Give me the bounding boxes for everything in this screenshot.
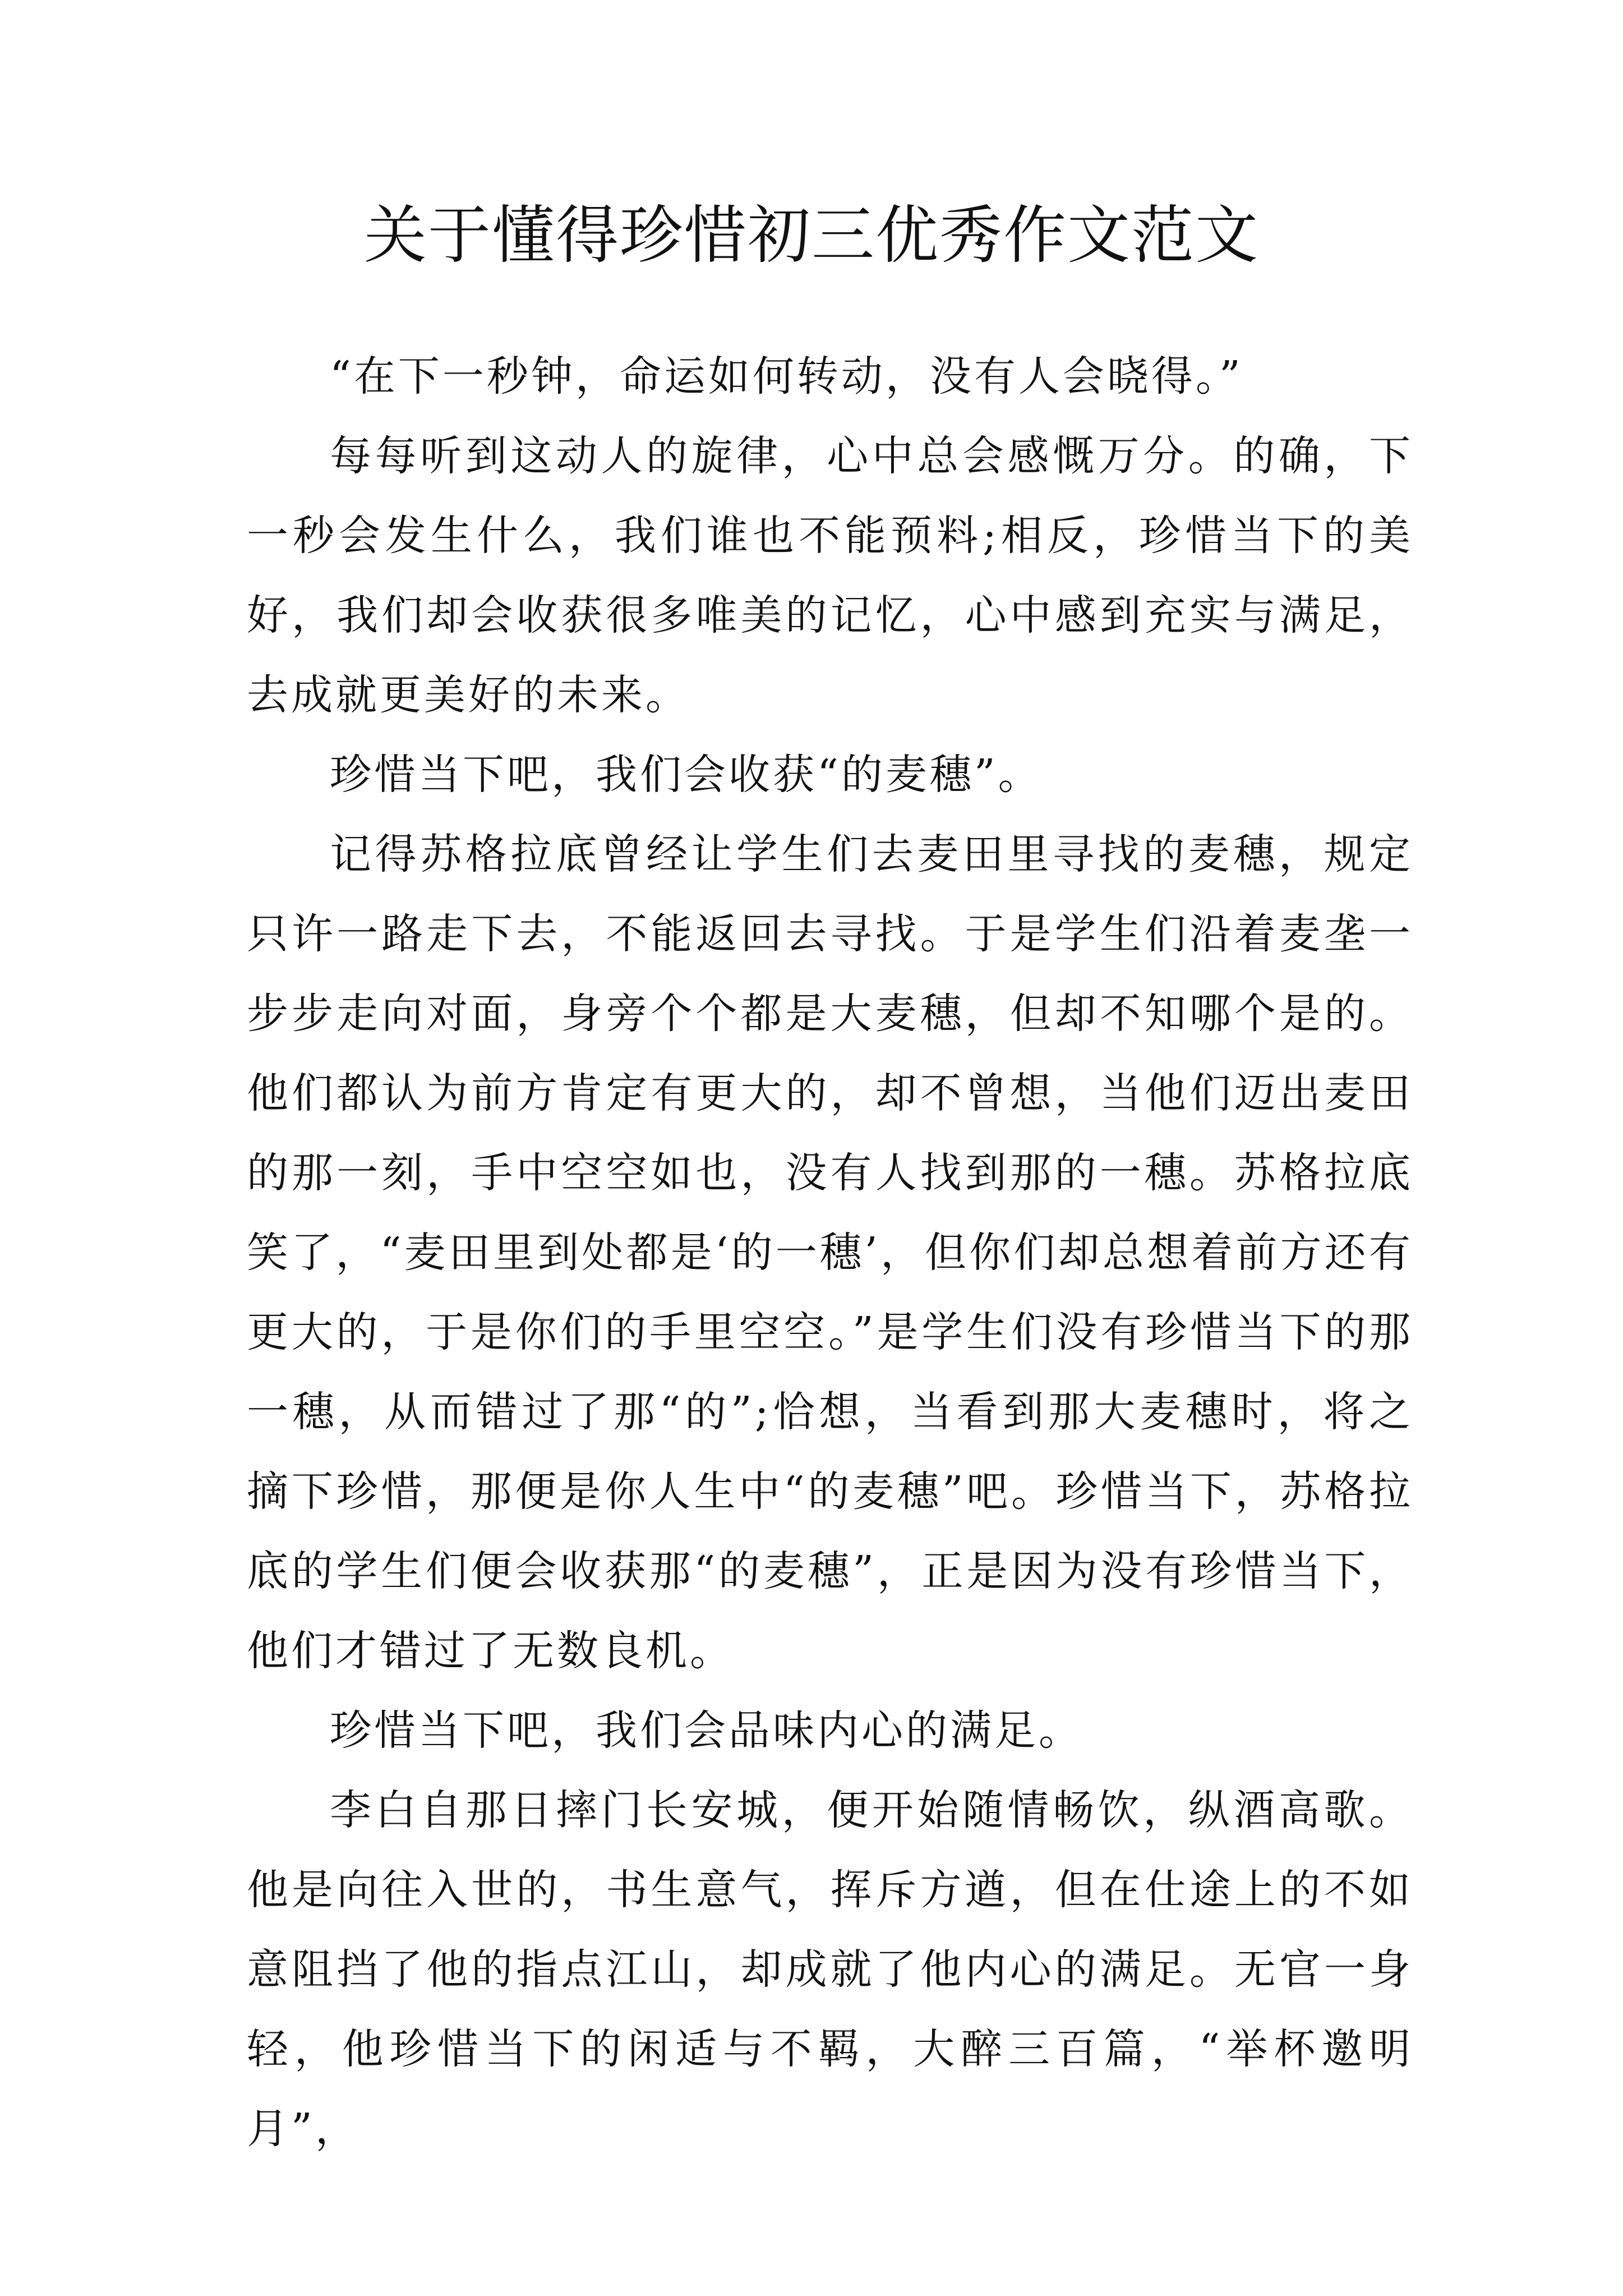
paragraph-3: 珍惜当下吧，我们会收获“的麦穗”。: [330, 751, 1043, 799]
paragraph-5: 珍惜当下吧，我们会品味内心的满足。: [330, 1706, 1083, 1755]
document-body: [247, 337, 1413, 2169]
paragraph-1: “在下一秒钟，命运如何转动，没有人会晓得。”: [330, 352, 1243, 401]
paragraph-2: 每每听到这动人的旋律，心中总会感慨万分。的确，下一秒会发生什么，我们谁也不能预料;相反，珍惜当下的美好，我们却会收获很多唯美的记忆，心中感到充实与满足，去成就更美好的未来。: [247, 432, 1413, 719]
paragraph-4: 记得苏格拉底曾经让学生们去麦田里寻找的麦穗，规定只许一路走下去，不能返回去寻找。于是学生们沿着麦垄一步步走向对面，身旁个个都是大麦穗，但却不知哪个是的。他们都认为前方肯定有更大的，却不曾想，当他们迈出麦田的那一刻，手中空空如也，没有人找到那的一穗。苏格拉底笑了，“麦田里到处都是‘的一穗’，但你们却总想着前方还有更大的，于是你们的手里空空。”是学生们没有珍惜当下的那一穗，从而错过了那“的”;恰想，当看到那大麦穗时，将之摘下珍惜，那便是你人生中“的麦穗”吧。珍惜当下，苏格拉底的学生们便会收获那“的麦穗”，正是因为没有珍惜当下，他们才错过了无数良机。: [247, 830, 1413, 1675]
paragraph-6: 李白自那日摔门长安城，便开始随情畅饮，纵酒高歌。他是向往入世的，书生意气，挥斥方遒，但在仕途上的不如意阻挡了他的指点江山，却成就了他内心的满足。无官一身轻，他珍惜当下的闲适与不羁，大醉三百篇，“举杯邀明月”，: [247, 1786, 1413, 2153]
document-title: 关于懂得珍惜初三优秀作文范文: [364, 199, 1259, 272]
